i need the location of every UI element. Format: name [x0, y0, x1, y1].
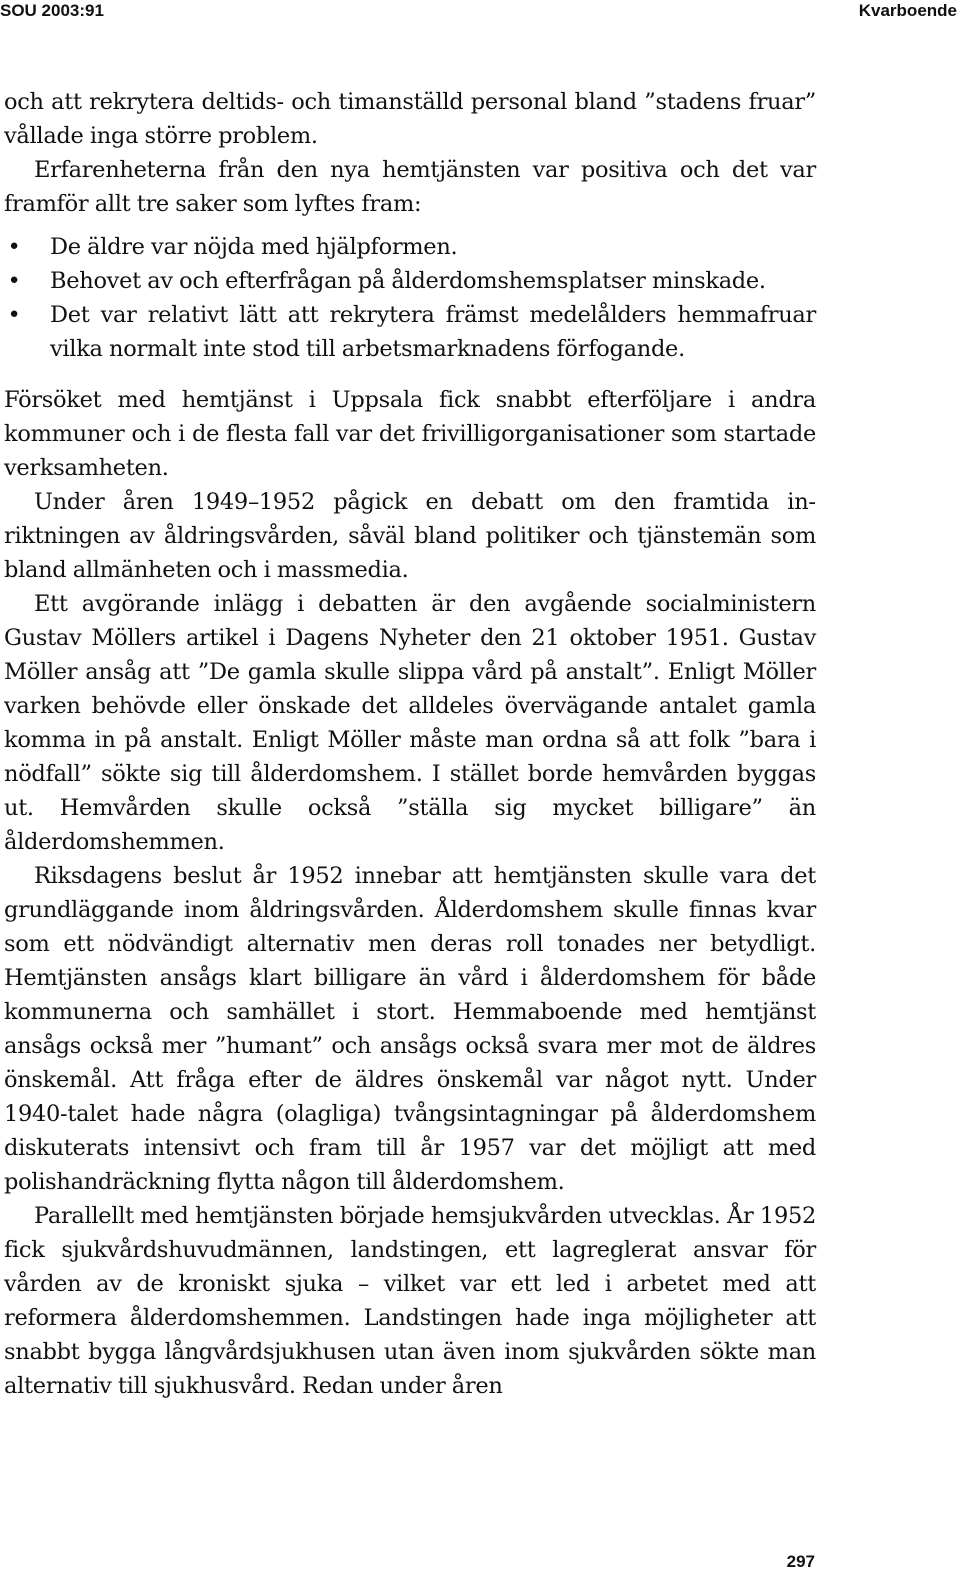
paragraph: Ett avgörande inlägg i debatten är den avgående socialministern Gustav Möllers artikel i Dagens Nyheter den 21 oktober 1951. Gustav Möller ansåg att ”De gamla skulle slippa vård på anstalt”. Enligt Möller varken behövde eller önskade det alldeles övervägande antalet gamla komma in på anstalt. Enligt Möller måste man ordna så att folk ”bara i nödfall” sökte sig till ålderdomshem. I stället borde hemvården byggas ut. Hemvården skulle också ”ställa sig mycket billigare” än ålderdomshemmen.	[4, 591, 816, 855]
list-item-text: De äldre var nöjda med hjälpformen.	[50, 234, 458, 260]
paragraph: Erfarenheterna från den nya hemtjänsten var positiva och det var framför allt tre saker som lyftes fram:	[4, 157, 816, 217]
report-identifier: SOU 2003:91	[0, 1, 104, 20]
bullet-icon: •	[7, 234, 21, 260]
list-item	[4, 298, 816, 366]
list-item-text: Det var relativt lätt att rekrytera främst medelålders hemmafruar vilka normalt inte stod till arbetsmarknadens förfogande.	[50, 302, 816, 362]
paragraph: och att rekrytera deltids- och timanställd personal bland ”stadens fruar” vållade inga större problem.	[4, 89, 816, 149]
body-text	[4, 85, 816, 1403]
page-number: 297	[786, 1552, 815, 1571]
paragraph: Riksdagens beslut år 1952 innebar att hemtjänsten skulle vara det grundläggande inom åldringsvården. Ålderdomshem skulle finnas kvar som ett nödvändigt alternativ men deras roll tonades ner betydligt. Hemtjänsten ansågs klart billigare än vård i ålderdomshem för både kommunerna och samhället i stort. Hemmaboende med hemtjänst ansågs också mer ”humant” och ansågs också svara mer mot de äldres önskemål. Att fråga efter de äldres önskemål var något nytt. Under 1940-talet hade några (olagliga) tvångsintagningar på ålderdomshem diskuterats intensivt och fram till år 1957 var det möjligt att med polishandräckning flytta någon till ålderdomshem.	[4, 863, 816, 1195]
running-header	[0, 0, 960, 22]
bullet-icon: •	[7, 302, 21, 328]
list-item	[4, 230, 816, 264]
bullet-icon: •	[7, 268, 21, 294]
chapter-title: Kvarboende	[858, 1, 957, 20]
list-item	[4, 264, 816, 298]
paragraph: Under åren 1949–1952 pågick en debatt om den framtida inriktningen av åldringsvården, såväl bland politiker och tjänstemän som bland allmänheten och i massmedia.	[4, 489, 816, 583]
bullet-list	[4, 230, 816, 366]
paragraph: Parallellt med hemtjänsten började hemsjukvården utvecklas. År 1952 fick sjukvårdshuvudmännen, landstingen, ett lagreglerat ansvar för vården av de kroniskt sjuka – vilket var ett led i arbetet med att reformera ålderdomshemmen. Landstingen hade inga möjligheter att snabbt bygga långvårdsjukhusen utan även inom sjukvården sökte man alternativ till sjukhusvård. Redan under åren	[4, 1203, 816, 1399]
list-item-text: Behovet av och efterfrågan på ålderdomshemsplatser minskade.	[50, 268, 766, 294]
paragraph: Försöket med hemtjänst i Uppsala fick snabbt efterföljare i andra kommuner och i de flesta fall var det frivilligorganisationer som startade verksamheten.	[4, 387, 816, 481]
